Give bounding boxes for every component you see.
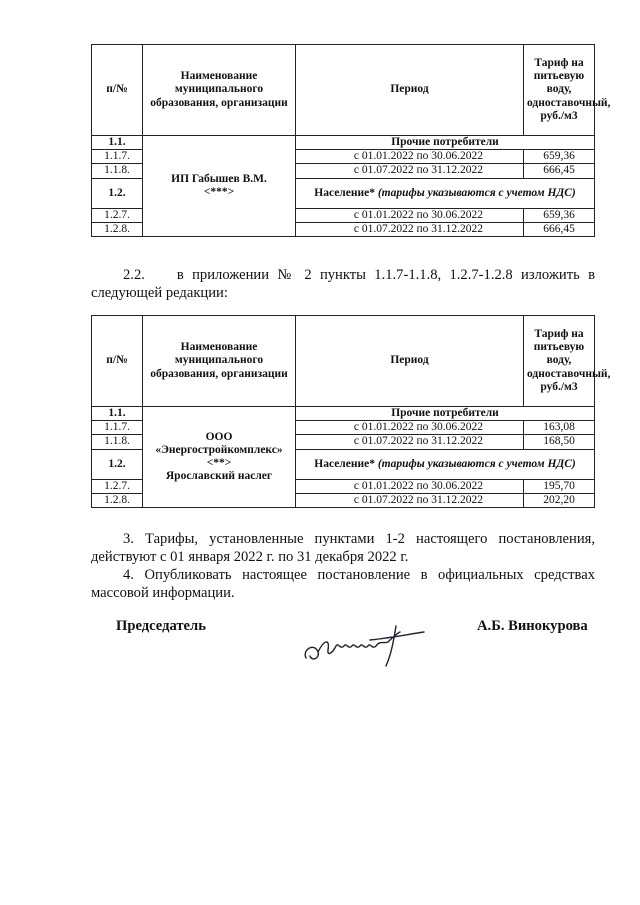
row-num: 1.1.7.: [92, 421, 143, 435]
row-num: 1.1.: [92, 136, 143, 150]
row-period: с 01.01.2022 по 30.06.2022: [296, 150, 524, 164]
header-tariff: Тариф на питьевую воду, одноставочный, руб./м3: [524, 45, 595, 136]
row-num: 1.2.: [92, 178, 143, 208]
org-cell: [143, 407, 296, 508]
row-num: 1.2.7.: [92, 479, 143, 493]
paragraph-text: в приложении № 2 пункты 1.1.7-1.1.8, 1.2.7-1.2.8 изложить в следующей редакции:: [91, 267, 595, 301]
row-num: 1.2.: [92, 449, 143, 479]
tariff-table-2: [91, 315, 611, 508]
row-period: с 01.07.2022 по 31.12.2022: [296, 164, 524, 178]
signature-name: А.Б. Винокурова: [477, 618, 588, 634]
row-num: 1.1.8.: [92, 435, 143, 449]
paragraph-number: 2.2.: [123, 267, 145, 283]
section-population: [296, 178, 595, 208]
row-period: с 01.01.2022 по 30.06.2022: [296, 479, 524, 493]
row-period: с 01.01.2022 по 30.06.2022: [296, 208, 524, 222]
row-period: с 01.07.2022 по 31.12.2022: [296, 493, 524, 507]
row-num: 1.2.7.: [92, 208, 143, 222]
org-name: ИП Габышев В.М.: [171, 172, 267, 185]
row-value: 163,08: [524, 421, 595, 435]
row-num: 1.2.8.: [92, 222, 143, 236]
row-value: 666,45: [524, 222, 595, 236]
signature-title: Председатель: [116, 618, 206, 634]
row-value: 659,36: [524, 208, 595, 222]
row-num: 1.1.8.: [92, 164, 143, 178]
row-num: 1.1.7.: [92, 150, 143, 164]
header-org: Наименование муниципального образования, организации: [143, 45, 296, 136]
row-value: 195,70: [524, 479, 595, 493]
population-label: Население*: [314, 186, 375, 199]
section-other-consumers: Прочие потребители: [296, 136, 595, 150]
section-other-consumers: Прочие потребители: [296, 407, 595, 421]
org-cell: [143, 136, 296, 237]
org-type: ООО: [205, 430, 233, 443]
paragraph-3: 3. Тарифы, установленные пунктами 1-2 настоящего постановления, действуют с 01 января 2022 г. по 31 декабря 2022 г.: [91, 531, 595, 565]
population-label: Население*: [314, 457, 375, 470]
row-period: с 01.01.2022 по 30.06.2022: [296, 421, 524, 435]
org-name: «Энергостройкомплекс»: [155, 443, 283, 456]
header-period: Период: [296, 45, 524, 136]
header-period: Период: [296, 316, 524, 407]
org-location: Ярославский наслег: [165, 470, 273, 483]
row-value: 168,50: [524, 435, 595, 449]
row-value: 666,45: [524, 164, 595, 178]
header-tariff: Тариф на питьевую воду, одноставочный, руб./м3: [524, 316, 595, 407]
row-num: 1.2.8.: [92, 493, 143, 507]
row-period: с 01.07.2022 по 31.12.2022: [296, 435, 524, 449]
handwritten-signature: [300, 620, 430, 670]
header-num: п/№: [92, 45, 143, 136]
header-org: Наименование муниципального образования, организации: [143, 316, 296, 407]
paragraph-2-2: [91, 266, 595, 302]
org-ref: <**>: [206, 457, 232, 470]
population-note: (тарифы указываются с учетом НДС): [377, 186, 576, 199]
population-note: (тарифы указываются с учетом НДС): [377, 457, 576, 470]
paragraph-4: 4. Опубликовать настоящее постановление в официальных средствах массовой информации.: [91, 567, 595, 601]
row-num: 1.1.: [92, 407, 143, 421]
section-population: [296, 449, 595, 479]
row-period: с 01.07.2022 по 31.12.2022: [296, 222, 524, 236]
row-value: 659,36: [524, 150, 595, 164]
tariff-table-1: [91, 44, 611, 237]
org-ref: <***>: [203, 186, 235, 199]
row-value: 202,20: [524, 493, 595, 507]
header-num: п/№: [92, 316, 143, 407]
